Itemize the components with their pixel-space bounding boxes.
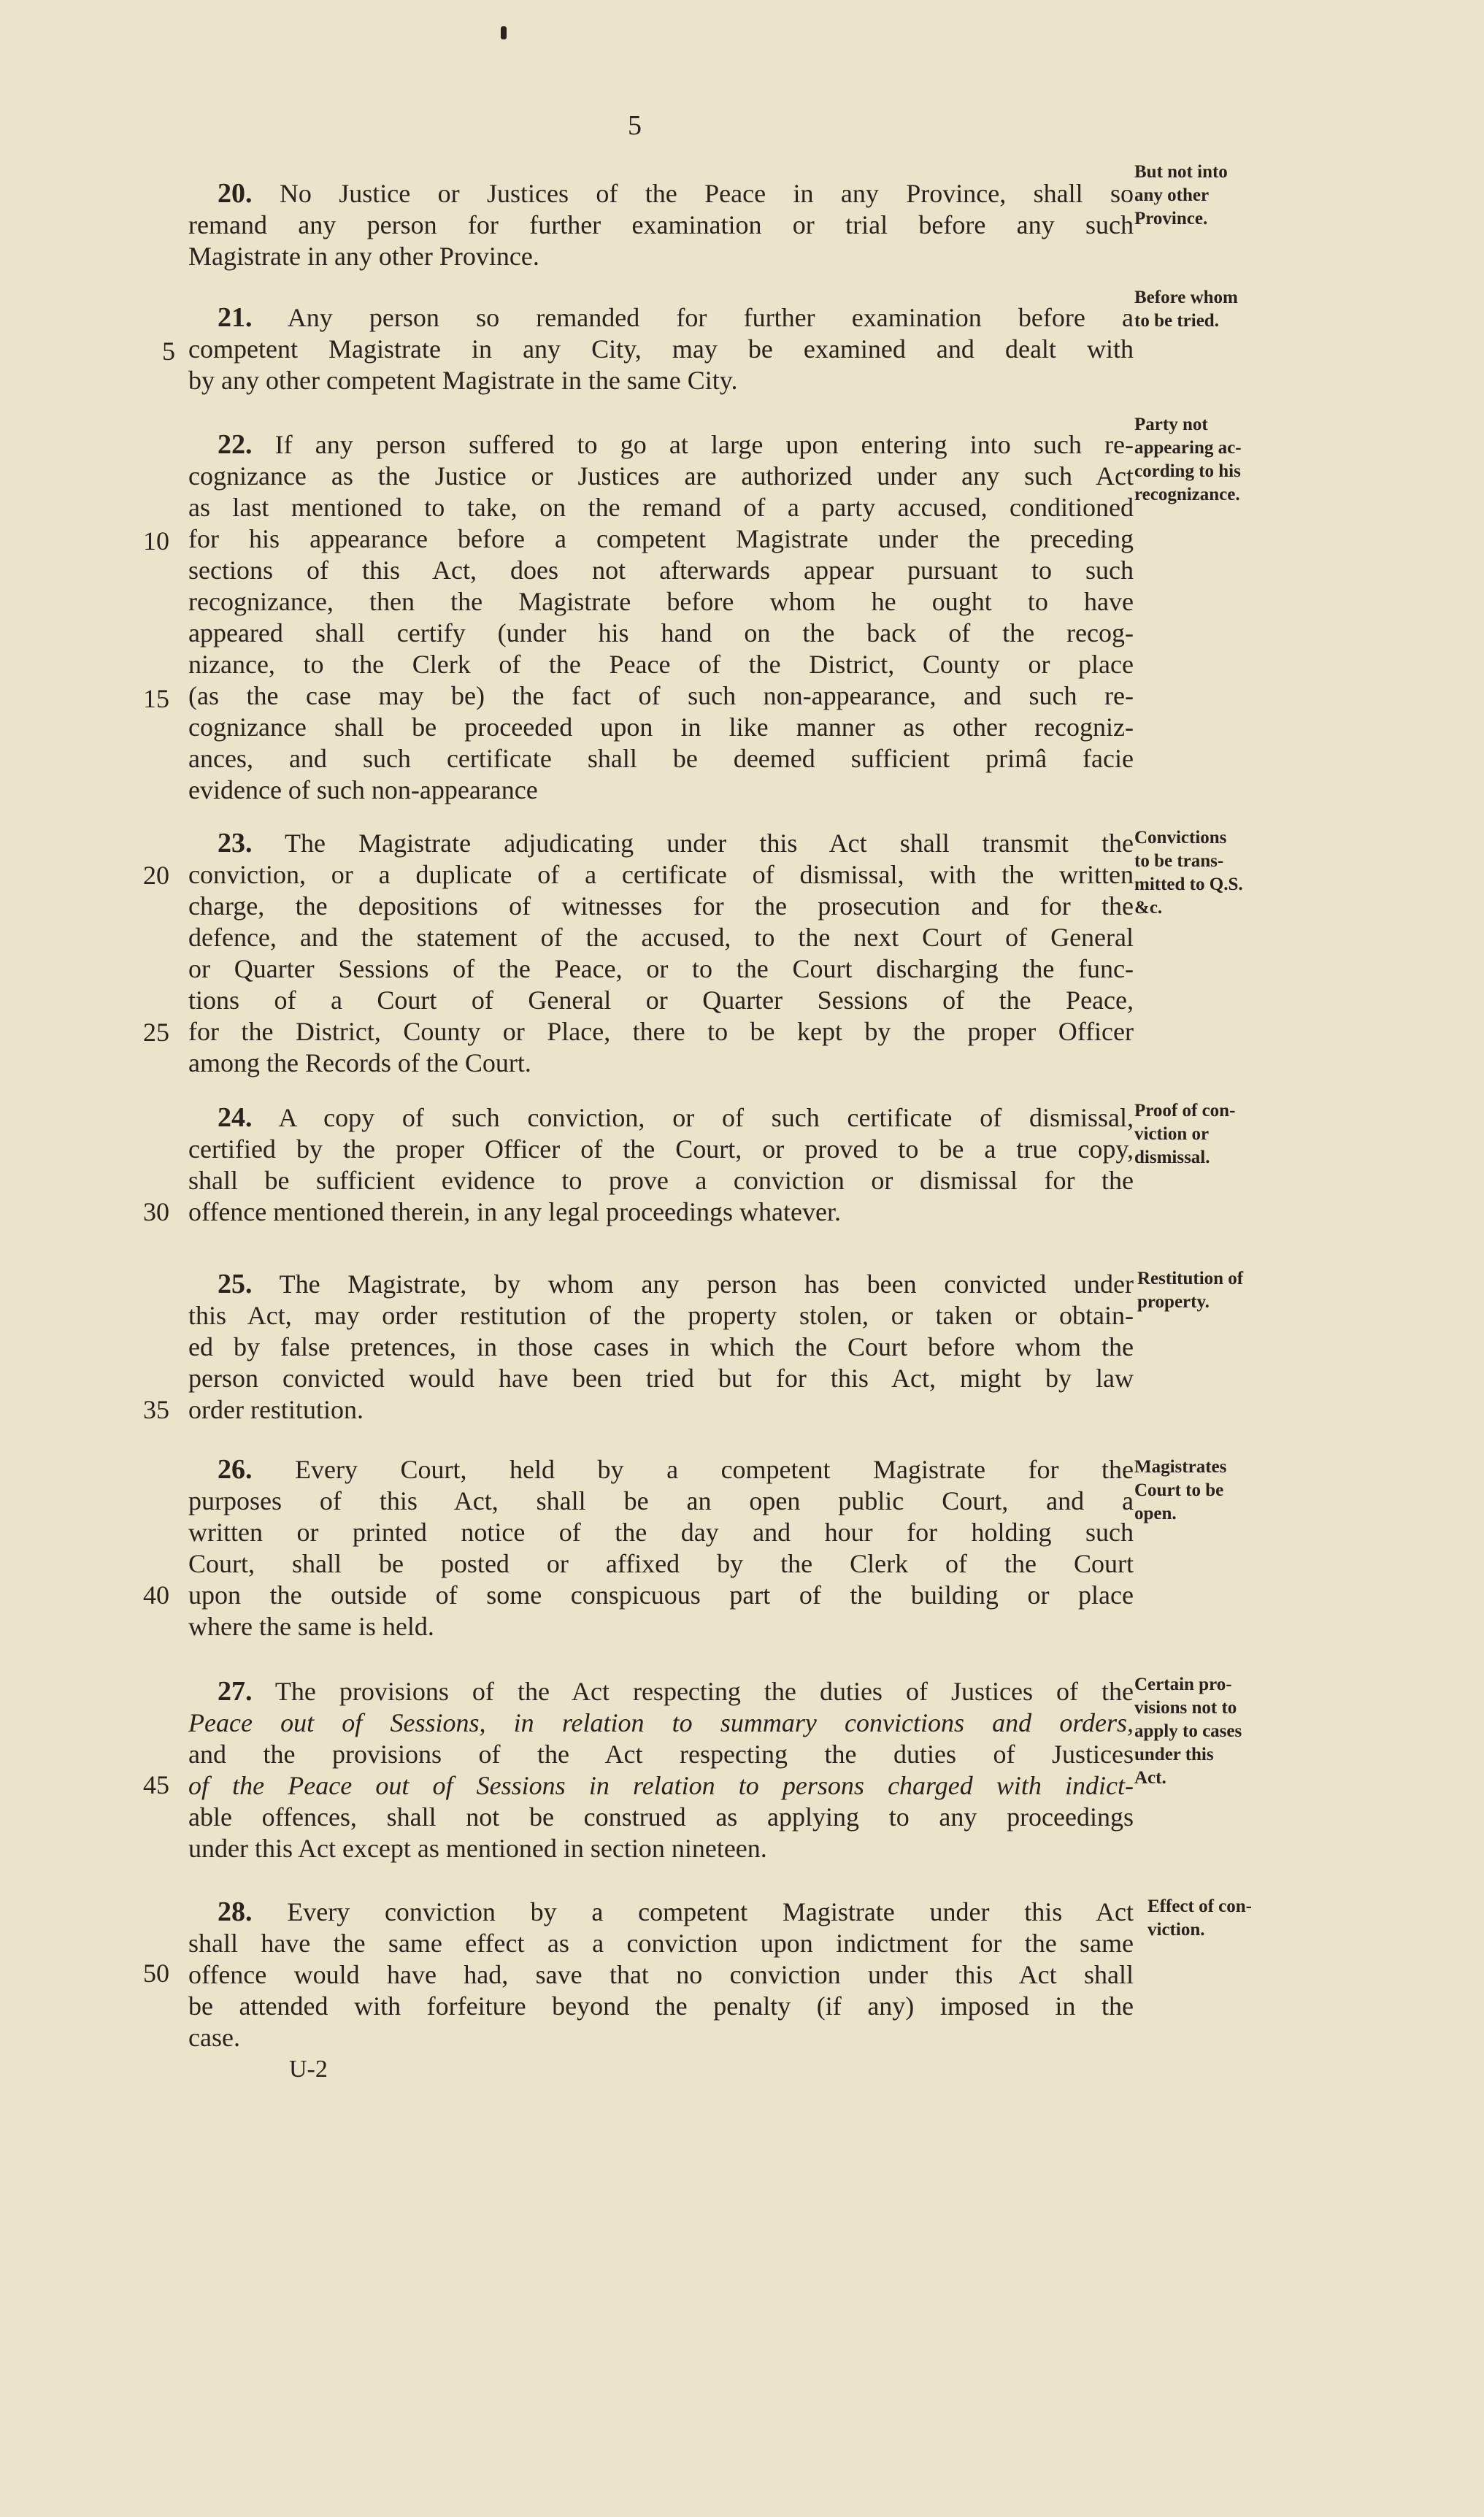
section-line: by any other competent Magistrate in the same City. xyxy=(188,366,738,395)
line-number: 15 xyxy=(143,684,169,713)
section-line: defence, and the statement of the accused, to the next Court of General xyxy=(188,923,1134,952)
section-line: appeared shall certify (under his hand on the back of the recog- xyxy=(188,618,1134,647)
margin-note-26 xyxy=(1134,1456,1295,1526)
line-number: 25 xyxy=(143,1018,169,1047)
section-text: Every Court, held by a competent Magistrate for the xyxy=(295,1455,1134,1484)
section-line: ances, and such certificate shall be deemed sufficient primâ facie xyxy=(188,744,1134,773)
section-number: 23. xyxy=(218,828,253,858)
section-number: 20. xyxy=(218,178,253,209)
margin-line: cording to his xyxy=(1134,461,1241,481)
section-line: charge, the depositions of witnesses for the prosecution and for the xyxy=(188,891,1134,921)
section-line: under this Act except as mentioned in section nineteen. xyxy=(188,1834,767,1863)
section-line: be attended with forfeiture beyond the penalty (if any) imposed in the xyxy=(188,1991,1134,2021)
section-number: 25. xyxy=(218,1269,253,1299)
margin-line: Restitution of xyxy=(1137,1269,1244,1288)
section-line xyxy=(188,1676,1134,1707)
section-text: No Justice or Justices of the Peace in any Province, shall so xyxy=(279,179,1134,208)
margin-line: apply to cases xyxy=(1134,1721,1242,1741)
section-line: recognizance, then the Magistrate before whom he ought to have xyxy=(188,587,1134,616)
section-line: this Act, may order restitution of the property stolen, or taken or obtain- xyxy=(188,1301,1134,1330)
line-number: 45 xyxy=(143,1770,169,1799)
section-line: where the same is held. xyxy=(188,1612,434,1641)
margin-line: to be tried. xyxy=(1134,311,1219,331)
line-number: 35 xyxy=(143,1395,169,1424)
section-number: 28. xyxy=(218,1897,253,1927)
margin-note-27 xyxy=(1134,1673,1295,1790)
section-number: 24. xyxy=(218,1102,253,1133)
section-line: and the provisions of the Act respecting the duties of Justices xyxy=(188,1740,1134,1769)
section-line: tions of a Court of General or Quarter Sessions of the Peace, xyxy=(188,985,1134,1015)
margin-line: mitted to Q.S. xyxy=(1134,875,1243,894)
margin-line: under this xyxy=(1134,1745,1214,1764)
margin-note-23 xyxy=(1134,826,1295,920)
margin-line: Effect of con- xyxy=(1147,1897,1252,1916)
line-number: 30 xyxy=(143,1197,169,1226)
margin-note-22 xyxy=(1134,413,1295,507)
section-line: offence would have had, save that no conviction under this Act shall xyxy=(188,1960,1134,1989)
section-27 xyxy=(188,1676,1134,1864)
section-line: Magistrate in any other Province. xyxy=(188,242,539,271)
section-line: as last mentioned to take, on the remand of a party accused, conditioned xyxy=(188,493,1134,522)
margin-line: Proof of con- xyxy=(1134,1101,1236,1121)
section-text: Every conviction by a competent Magistrate under this Act xyxy=(287,1897,1134,1926)
section-line: case. xyxy=(188,2023,240,2052)
section-line: nizance, to the Clerk of the Peace of the District, County or place xyxy=(188,650,1134,679)
margin-line: Court to be xyxy=(1134,1480,1224,1500)
section-line: shall have the same effect as a conviction upon indictment for the same xyxy=(188,1929,1134,1958)
page-number: 5 xyxy=(628,110,642,141)
section-line: upon the outside of some conspicuous part of the building or place xyxy=(188,1580,1134,1610)
section-line: (as the case may be) the fact of such non-appearance, and such re- xyxy=(188,681,1134,710)
margin-note-28 xyxy=(1147,1895,1308,1942)
section-text: Any person so remanded for further examination before a xyxy=(287,303,1134,332)
section-line: certified by the proper Officer of the Court, or proved to be a true copy, xyxy=(188,1134,1134,1164)
section-line xyxy=(188,302,1134,334)
section-20 xyxy=(188,178,1134,272)
section-line: cognizance as the Justice or Justices are authorized under any such Act xyxy=(188,461,1134,491)
section-line: among the Records of the Court. xyxy=(188,1048,531,1077)
section-line xyxy=(188,1454,1134,1486)
line-number: 5 xyxy=(162,337,175,366)
section-22 xyxy=(188,429,1134,806)
line-number: 50 xyxy=(143,1959,169,1988)
section-number: 21. xyxy=(218,302,253,333)
section-line xyxy=(188,429,1134,461)
margin-note-21 xyxy=(1134,286,1295,333)
line-number: 20 xyxy=(143,861,169,890)
margin-line: to be trans- xyxy=(1134,851,1224,871)
section-text: The Magistrate adjudicating under this Act shall transmit the xyxy=(285,829,1134,858)
section-line: competent Magistrate in any City, may be examined and dealt with xyxy=(188,334,1134,364)
line-number: 40 xyxy=(143,1580,169,1610)
margin-line: open. xyxy=(1134,1504,1177,1523)
margin-line: Province. xyxy=(1134,209,1208,228)
section-21 xyxy=(188,302,1134,396)
ink-mark xyxy=(501,26,507,39)
margin-note-24 xyxy=(1134,1099,1295,1169)
section-line: of the Peace out of Sessions in relation to persons charged with indict- xyxy=(188,1771,1134,1800)
section-28 xyxy=(188,1897,1134,2053)
section-text: A copy of such conviction, or of such certificate of dismissal, xyxy=(278,1103,1134,1132)
section-number: 26. xyxy=(218,1454,253,1485)
section-line xyxy=(188,828,1134,859)
section-line xyxy=(188,1269,1134,1300)
line-number: 10 xyxy=(143,526,169,556)
margin-line: But not into xyxy=(1134,162,1228,182)
section-text: The Magistrate, by whom any person has been convicted under xyxy=(279,1269,1134,1299)
section-line: ed by false pretences, in those cases in which the Court before whom the xyxy=(188,1332,1134,1361)
section-line: for the District, County or Place, there to be kept by the proper Officer xyxy=(188,1017,1134,1046)
section-25 xyxy=(188,1269,1134,1426)
section-line xyxy=(188,178,1134,210)
section-line: person convicted would have been tried but for this Act, might by law xyxy=(188,1364,1134,1393)
section-line: order restitution. xyxy=(188,1395,364,1424)
section-23 xyxy=(188,828,1134,1079)
section-line xyxy=(188,1897,1134,1928)
section-line: conviction, or a duplicate of a certificate of dismissal, with the written xyxy=(188,860,1134,889)
section-line: evidence of such non-appearance xyxy=(188,775,538,804)
section-line xyxy=(188,1102,1134,1134)
margin-line: Act. xyxy=(1134,1768,1166,1788)
margin-line: dismissal. xyxy=(1134,1148,1210,1167)
margin-line: &c. xyxy=(1134,898,1163,918)
section-line: purposes of this Act, shall be an open public Court, and a xyxy=(188,1486,1134,1515)
section-line: written or printed notice of the day and hour for holding such xyxy=(188,1518,1134,1547)
margin-line: viction. xyxy=(1147,1920,1205,1940)
margin-line: Before whom xyxy=(1134,288,1238,307)
section-26 xyxy=(188,1454,1134,1642)
section-line: Court, shall be posted or affixed by the Clerk of the Court xyxy=(188,1549,1134,1578)
margin-line: Party not xyxy=(1134,415,1208,434)
margin-line: Magistrates xyxy=(1134,1457,1227,1477)
section-line: Peace out of Sessions, in relation to summary convictions and orders, xyxy=(188,1708,1134,1737)
section-line: able offences, shall not be construed as applying to any proceedings xyxy=(188,1802,1134,1832)
margin-note-25 xyxy=(1137,1267,1298,1314)
margin-line: property. xyxy=(1137,1292,1210,1312)
section-line: remand any person for further examination or trial before any such xyxy=(188,210,1134,239)
section-number: 27. xyxy=(218,1676,253,1707)
section-line: for his appearance before a competent Magistrate under the preceding xyxy=(188,524,1134,553)
section-line: sections of this Act, does not afterwards appear pursuant to such xyxy=(188,556,1134,585)
section-24 xyxy=(188,1102,1134,1228)
margin-line: any other xyxy=(1134,185,1210,205)
section-text: If any person suffered to go at large upon entering into such re- xyxy=(274,430,1134,459)
section-text: The provisions of the Act respecting the duties of Justices of the xyxy=(274,1677,1134,1706)
margin-line: recognizance. xyxy=(1134,485,1240,504)
margin-line: viction or xyxy=(1134,1124,1210,1144)
margin-line: appearing ac- xyxy=(1134,438,1242,458)
section-line: offence mentioned therein, in any legal proceedings whatever. xyxy=(188,1197,841,1226)
signature-mark: U-2 xyxy=(289,2056,328,2083)
section-line: shall be sufficient evidence to prove a conviction or dismissal for the xyxy=(188,1166,1134,1195)
margin-line: Convictions xyxy=(1134,828,1227,848)
margin-line: visions not to xyxy=(1134,1698,1237,1718)
section-line: cognizance shall be proceeded upon in like manner as other recogniz- xyxy=(188,712,1134,742)
margin-note-20 xyxy=(1134,161,1295,231)
margin-line: Certain pro- xyxy=(1134,1675,1232,1694)
section-number: 22. xyxy=(218,429,253,460)
section-line: or Quarter Sessions of the Peace, or to the Court discharging the func- xyxy=(188,954,1134,983)
